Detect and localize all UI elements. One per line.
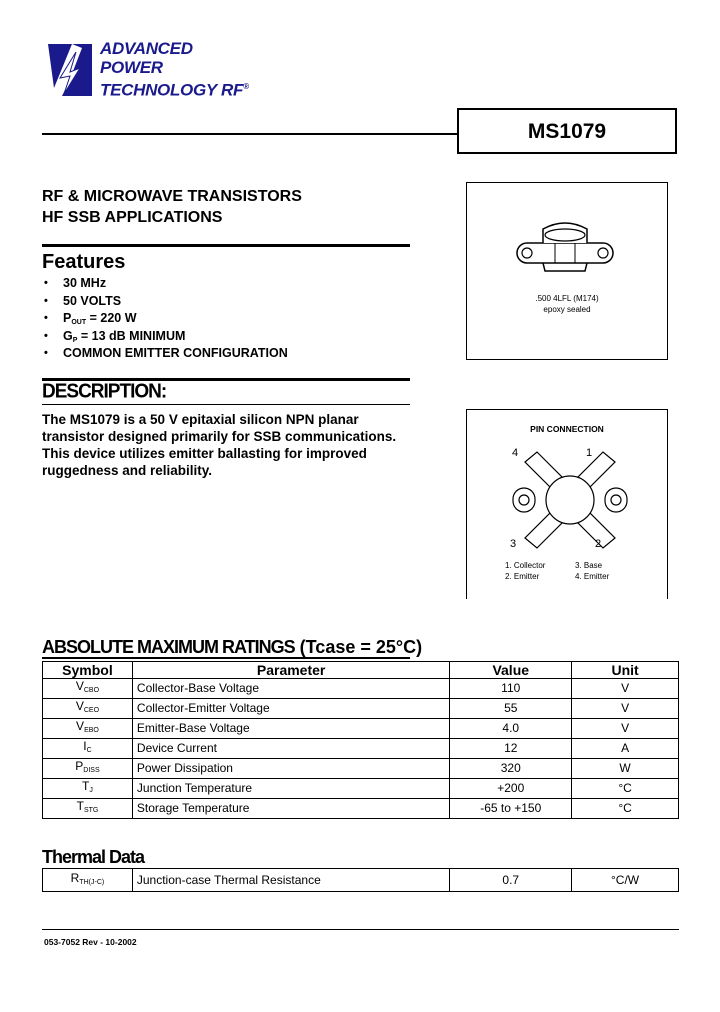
- parameter-cell: Junction-case Thermal Resistance: [132, 869, 449, 892]
- value-cell: 55: [450, 699, 572, 719]
- ratings-table: [42, 661, 679, 819]
- value-cell: 320: [450, 759, 572, 779]
- symbol-cell: $P_{DISS}$: [43, 759, 133, 779]
- feature-item: • 50 VOLTS: [42, 293, 288, 311]
- description-heading: DESCRIPTION:: [42, 380, 167, 403]
- table-row: [43, 869, 679, 892]
- logo-line-3: TECHNOLOGY RF®: [100, 80, 249, 100]
- feature-item: • $P_{OUT} = 220$ W: [42, 310, 288, 328]
- pin-connection-title: PIN CONNECTION: [530, 424, 604, 434]
- footer-rule: [42, 929, 679, 930]
- pin-legend-4: 4. Emitter: [575, 572, 610, 581]
- description-text: The MS1079 is a 50 V epitaxial silicon NPN planar transistor designed primarily for SSB communications. This device utilizes emitter ballasting for improved ruggedness and reliability.: [42, 412, 397, 478]
- unit-cell: V: [572, 699, 679, 719]
- table-row: [43, 799, 679, 819]
- feature-item: • $G_P = 13$ dB MINIMUM: [42, 328, 288, 346]
- description-heading-rule: [42, 404, 410, 405]
- table-row: [43, 759, 679, 779]
- symbol-cell: $T_{STG}$: [43, 799, 133, 819]
- package-caption: .500 4LFL (M174): [535, 294, 599, 303]
- value-cell: -65 to +150: [450, 799, 572, 819]
- package-drawing-icon: [515, 221, 615, 279]
- ratings-rule: [42, 657, 410, 659]
- unit-cell: °C: [572, 799, 679, 819]
- feature-item: • COMMON EMITTER CONFIGURATION: [42, 345, 288, 363]
- logo-line-2: POWER: [100, 58, 163, 77]
- value-cell: 110: [450, 679, 572, 699]
- pin-legend-3: 3. Base: [575, 561, 603, 570]
- column-header: Value: [450, 662, 572, 679]
- package-subcaption: epoxy sealed: [543, 305, 591, 314]
- table-row: [43, 739, 679, 759]
- ratings-heading: ABSOLUTE MAXIMUM RATINGS (Tcase = 25°C): [42, 637, 423, 657]
- symbol-cell: $R_{TH(J-C)}$: [43, 869, 133, 892]
- table-row: [43, 699, 679, 719]
- page-title-line-2: HF SSB APPLICATIONS: [42, 209, 223, 226]
- table-header-row: [43, 662, 679, 679]
- column-header: Parameter: [132, 662, 449, 679]
- table-row: [43, 679, 679, 699]
- header-rule: [42, 133, 458, 135]
- feature-item: • 30 MHz: [42, 275, 288, 293]
- pin-connection-figure: [466, 409, 668, 599]
- parameter-cell: Storage Temperature: [132, 799, 449, 819]
- thermal-heading: Thermal Data: [42, 847, 145, 867]
- parameter-cell: Power Dissipation: [132, 759, 449, 779]
- footer-doc-number: 053-7052 Rev - 10-2002: [44, 937, 137, 947]
- pinout-diagram-icon: [505, 450, 635, 550]
- table-row: [43, 779, 679, 799]
- package-figure: [466, 182, 668, 360]
- value-cell: 12: [450, 739, 572, 759]
- pin-label-4: 4: [512, 447, 519, 459]
- symbol-cell: $T_J$: [43, 779, 133, 799]
- unit-cell: V: [572, 679, 679, 699]
- unit-cell: W: [572, 759, 679, 779]
- value-cell: 0.7: [450, 869, 572, 892]
- pin-label-3: 3: [510, 538, 517, 550]
- symbol-cell: $I_C$: [43, 739, 133, 759]
- features-heading: Features: [42, 251, 126, 273]
- pin-legend-1: 1. Collector: [505, 561, 546, 570]
- symbol-cell: $V_{CBO}$: [43, 679, 133, 699]
- table-row: [43, 719, 679, 739]
- value-cell: +200: [450, 779, 572, 799]
- parameter-cell: Collector-Base Voltage: [132, 679, 449, 699]
- features-list: [42, 275, 288, 363]
- symbol-cell: $V_{EBO}$: [43, 719, 133, 739]
- parameter-cell: Junction Temperature: [132, 779, 449, 799]
- logo-line-1: ADVANCED: [100, 39, 193, 58]
- column-header: Symbol: [43, 662, 133, 679]
- pin-legend-2: 2. Emitter: [505, 572, 540, 581]
- company-logo: [42, 38, 282, 100]
- unit-cell: °C/W: [572, 869, 679, 892]
- parameter-cell: Collector-Emitter Voltage: [132, 699, 449, 719]
- part-number: MS1079: [457, 108, 677, 154]
- logo-mark-icon: [42, 38, 100, 100]
- parameter-cell: Emitter-Base Voltage: [132, 719, 449, 739]
- pin-label-1: 1: [586, 447, 593, 459]
- page-title-line-1: RF & MICROWAVE TRANSISTORS: [42, 188, 302, 205]
- column-header: Unit: [572, 662, 679, 679]
- thermal-table: [42, 868, 679, 892]
- pin-label-2: 2: [595, 538, 602, 550]
- unit-cell: V: [572, 719, 679, 739]
- parameter-cell: Device Current: [132, 739, 449, 759]
- unit-cell: A: [572, 739, 679, 759]
- title-rule: [42, 244, 410, 247]
- value-cell: 4.0: [450, 719, 572, 739]
- unit-cell: °C: [572, 779, 679, 799]
- symbol-cell: $V_{CEO}$: [43, 699, 133, 719]
